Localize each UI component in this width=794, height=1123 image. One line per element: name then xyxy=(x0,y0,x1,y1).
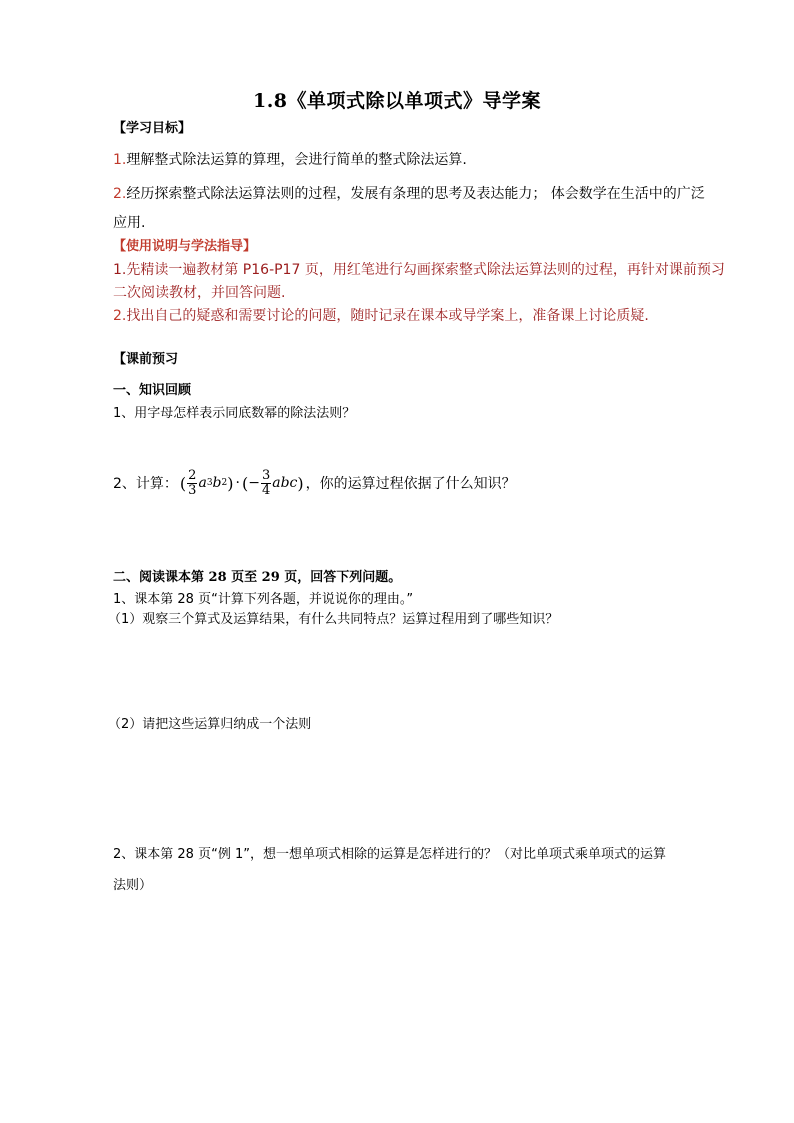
preview-header: 【课前预习 xyxy=(113,352,179,367)
section-2-question-1-sub-2: （2）请把这些运算归纳成一个法则 xyxy=(108,717,312,732)
guide-item-1: 1.先精读一遍教材第 P16-P17 页，用红笔进行勾画探索整式除法运算法则的过程，再针对课前预习 xyxy=(113,262,725,278)
objective-item-1 xyxy=(113,150,467,170)
variable-abc: abc xyxy=(272,475,298,491)
section-2-question-2: 2、课本第 28 页“例 1”，想一想单项式相除的运算是怎样进行的？（对比单项式乘单项式的运算 xyxy=(113,847,666,862)
section-2-title: 二、阅读课本第 28 页至 29 页，回答下列问题。 xyxy=(113,570,402,585)
question-2 xyxy=(113,463,516,503)
minus-sign: − xyxy=(248,475,260,491)
question-1: 1、用字母怎样表示同底数幂的除法法则？ xyxy=(113,406,356,421)
guide-header: 【使用说明与学法指导】 xyxy=(113,239,257,254)
question-2-prefix: 2、计算： xyxy=(113,476,178,492)
page-title: 1.8《单项式除以单项式》导学案 xyxy=(252,90,542,112)
fraction-2-numerator: 3 xyxy=(261,467,271,483)
section-2-question-1-sub-1: （1）观察三个算式及运算结果，有什么共同特点？运算过程用到了哪些知识？ xyxy=(108,612,559,627)
guide-item-2-number: 2. xyxy=(113,308,127,324)
objective-item-2-number: 2. xyxy=(113,186,127,202)
exponent-b: 2 xyxy=(221,478,228,488)
question-2-suffix: ，你的运算过程依据了什么知识？ xyxy=(305,476,516,492)
fraction-1 xyxy=(187,469,197,498)
fraction-1-denominator: 3 xyxy=(188,482,197,498)
guide-item-1-continued: 二次阅读教材，并回答问题. xyxy=(113,285,286,301)
section-1-title: 一、知识回顾 xyxy=(113,383,192,398)
math-expression: ( $\frac{2}{3}$ a 3 b 2 ) · ( − $\frac{3}{4}$ abc ) xyxy=(179,467,304,498)
objective-item-1-number: 1. xyxy=(113,152,127,168)
objectives-header: 【学习目标】 xyxy=(113,121,192,136)
objective-item-2-text: 经历探索整式除法运算法则的过程，发展有条理的思考及表达能力； 体会数学在生活中的广泛 xyxy=(126,186,705,202)
exponent-a: 3 xyxy=(206,478,213,488)
variable-b: b xyxy=(212,475,222,491)
section-2-question-1: 1、课本第 28 页“计算下列各题，并说说你的理由。” xyxy=(113,592,414,607)
fraction-2 xyxy=(261,469,271,498)
fraction-2-denominator: 4 xyxy=(261,482,271,498)
objective-item-2-continued: 应用. xyxy=(113,215,146,231)
fraction-1-numerator: 2 xyxy=(188,467,197,483)
objective-item-1-text: 理解整式除法运算的算理，会进行简单的整式除法运算. xyxy=(126,152,467,168)
guide-item-2-text: 找出自己的疑惑和需要讨论的问题，随时记录在课本或导学案上，准备课上讨论质疑. xyxy=(126,308,649,324)
objective-item-2 xyxy=(113,184,705,204)
section-2-question-2-continued: 法则） xyxy=(113,878,153,893)
variable-a: a xyxy=(198,475,207,491)
guide-item-2 xyxy=(113,306,649,326)
